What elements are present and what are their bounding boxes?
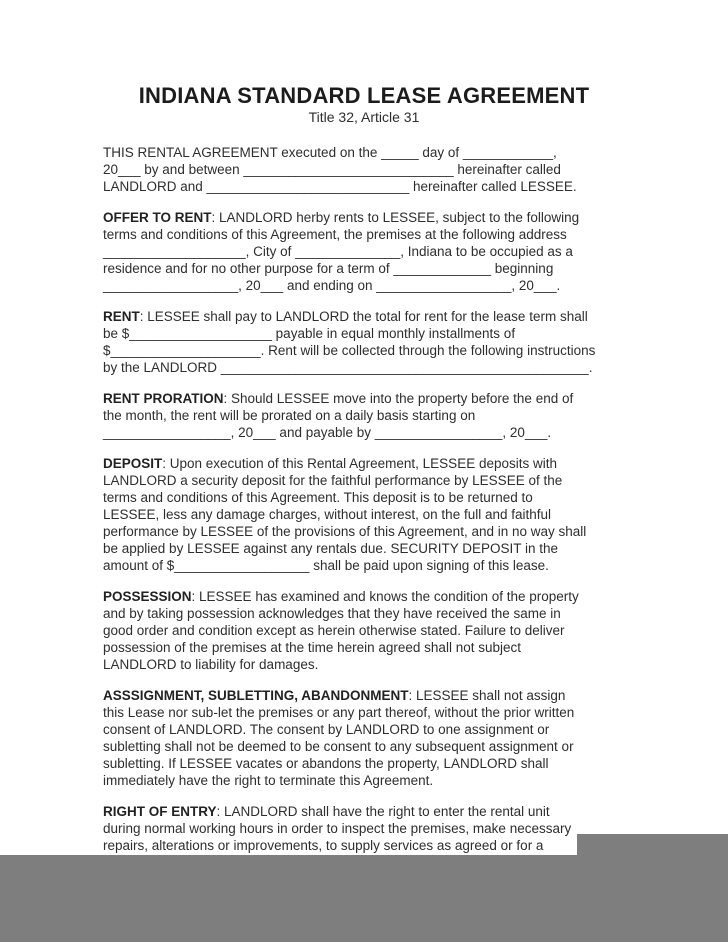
paragraph-line	[103, 687, 625, 704]
section-heading: ASSSIGNMENT, SUBLETTING, ABANDONMENT	[103, 688, 409, 703]
paragraph-line: terms and conditions of this Agreement, the premises at the following address	[103, 227, 567, 242]
section-rent-proration	[103, 390, 625, 441]
section-heading: POSSESSION	[103, 589, 192, 604]
paragraph-line: ___________________, City of ______________, Indiana to be occupied as a	[103, 244, 573, 259]
page-subtitle: Title 32, Article 31	[308, 109, 420, 125]
paragraph-line	[103, 803, 625, 820]
line-text: : LANDLORD shall have the right to enter the rental unit	[216, 804, 550, 819]
paragraph-line: repairs, alterations or improvements, to supply services as agreed or for a	[103, 838, 544, 853]
line-text: THIS RENTAL AGREEMENT executed on the _____ day of ____________,	[103, 145, 557, 160]
line-text: : LANDLORD herby rents to LESSEE, subject to the following	[211, 210, 580, 225]
line-text: : LESSEE shall pay to LANDLORD the total for rent for the lease term shall	[139, 309, 588, 324]
paragraph-line	[103, 209, 625, 226]
section-heading: RIGHT OF ENTRY	[103, 804, 217, 819]
paragraph-line: LANDLORD a security deposit for the faithful performance by LESSEE of the	[103, 473, 563, 488]
paragraph-line: LESSEE, less any damage charges, without interest, on the full and faithful	[103, 507, 552, 522]
paragraph-line: performance by LESSEE of the provisions of this Agreement, and in no way shall	[103, 524, 587, 539]
paragraph-line: 20___ by and between ____________________________ hereinafter called	[103, 162, 561, 177]
section-heading: RENT PRORATION	[103, 391, 224, 406]
document-content	[103, 84, 625, 854]
paragraph-line	[103, 455, 625, 472]
paragraph-line: terms and conditions of this Agreement. This deposit is to be returned to	[103, 490, 533, 505]
section-rent	[103, 308, 625, 376]
section-this-rental-agreement	[103, 144, 625, 195]
line-text: : Should LESSEE move into the property before the end of	[223, 391, 574, 406]
section-deposit	[103, 455, 625, 574]
paragraph-line: by the LANDLORD _________________________________________________.	[103, 360, 593, 375]
paragraph-line	[103, 144, 625, 161]
paragraph-line: the month, the rent will be prorated on a daily basis starting on	[103, 408, 476, 423]
section-offer-to-rent	[103, 209, 625, 294]
paragraph-line	[103, 588, 625, 605]
paragraph-line: consent of LANDLORD. The consent by LANDLORD to one assignment or	[103, 722, 550, 737]
section-right-of-entry	[103, 803, 625, 854]
section-heading: DEPOSIT	[103, 456, 163, 471]
paragraph-line: amount of $__________________ shall be paid upon signing of this lease.	[103, 558, 549, 573]
paragraph-line: good order and condition except as herein otherwise stated. Failure to deliver	[103, 623, 565, 638]
section-assignment-subletting-abandonment	[103, 687, 625, 789]
paragraph-line: subletting shall not be deemed to be consent to any subsequent assignment or	[103, 739, 574, 754]
section-possession	[103, 588, 625, 673]
section-heading: RENT	[103, 309, 140, 324]
line-text: : Upon execution of this Rental Agreement, LESSEE deposits with	[162, 456, 557, 471]
paragraph-line: _________________, 20___ and payable by _________________, 20___.	[103, 425, 552, 440]
paragraph-line: subletting. If LESSEE vacates or abandons the property, LANDLORD shall	[103, 756, 549, 771]
paragraph-line: residence and for no other purpose for a term of _____________ beginning	[103, 261, 554, 276]
paragraph-line: immediately have the right to terminate this Agreement.	[103, 773, 434, 788]
line-text: : LESSEE has examined and knows the condition of the property	[191, 589, 579, 604]
paragraph-line: be applied by LESSEE against any rentals due. SECURITY DEPOSIT in the	[103, 541, 558, 556]
paragraph-line: LANDLORD to liability for damages.	[103, 657, 319, 672]
paragraph-line	[103, 308, 625, 325]
page-title: INDIANA STANDARD LEASE AGREEMENT	[138, 83, 590, 108]
section-heading: OFFER TO RENT	[103, 210, 212, 225]
paragraph-line: __________________, 20___ and ending on __________________, 20___.	[103, 278, 561, 293]
paragraph-line: possession of the premises at the time herein agreed shall not subject	[103, 640, 521, 655]
paragraph-line: during normal working hours in order to inspect the premises, make necessary	[103, 821, 572, 836]
paragraph-line: LANDLORD and ___________________________ hereinafter called LESSEE.	[103, 179, 577, 194]
line-text: : LESSEE shall not assign	[408, 688, 566, 703]
paragraph-line: and by taking possession acknowledges that they have received the same in	[103, 606, 561, 621]
paragraph-line: this Lease nor sub-let the premises or any part thereof, without the prior written	[103, 705, 575, 720]
gray-overlay-bottom	[0, 855, 728, 942]
paragraph-line: be $___________________ payable in equal monthly installments of	[103, 326, 516, 341]
paragraph-line	[103, 390, 625, 407]
paragraph-line: $____________________. Rent will be collected through the following instructions	[103, 343, 596, 358]
